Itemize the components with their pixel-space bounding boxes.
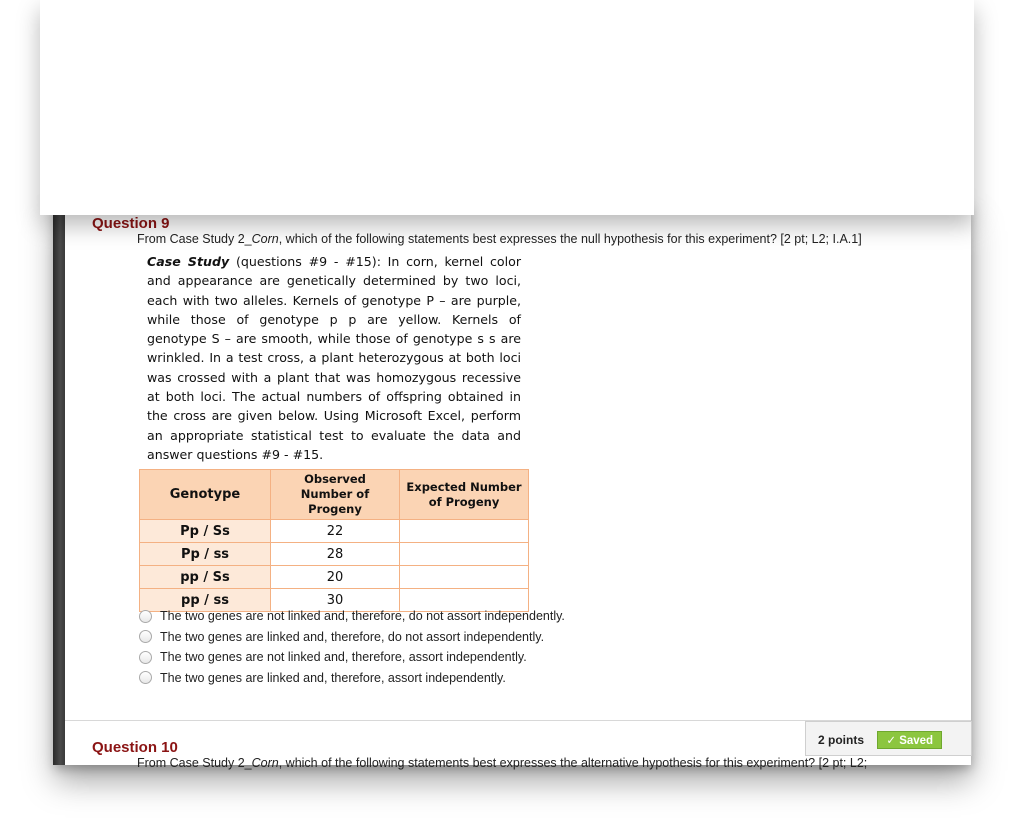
header-genotype: Genotype — [140, 470, 271, 520]
table-row: Pp / Ss 22 — [140, 520, 529, 543]
q10-points-box — [805, 721, 972, 756]
question-10-title: Question 10 — [92, 739, 178, 756]
answer-option[interactable]: The two genes are linked and, therefore, assort independently. — [139, 668, 565, 689]
radio-button[interactable] — [139, 630, 152, 643]
answer-option[interactable]: The two genes are not linked and, therefore, do not assort independently. — [139, 606, 565, 627]
header-observed: Observed Number of Progeny — [271, 470, 400, 520]
progeny-table — [139, 469, 529, 612]
left-border — [53, 205, 65, 765]
question-9-title: Question 9 — [92, 215, 170, 232]
saved-badge: ✓ Saved — [877, 731, 942, 749]
table-row: pp / Ss 20 — [140, 566, 529, 589]
table-row: pp / ss 30 — [140, 589, 529, 612]
answer-option[interactable]: The two genes are not linked and, therefore, assort independently. — [139, 647, 565, 668]
radio-button[interactable] — [139, 610, 152, 623]
table-row: Pp / ss 28 — [140, 543, 529, 566]
question-10-prompt: From Case Study 2_Corn, which of the following statements best expresses the alternative hypothesis for this experiment? [2 pt; L2; — [137, 756, 868, 770]
overlay-panel — [40, 0, 974, 215]
answer-options — [139, 606, 565, 688]
radio-button[interactable] — [139, 651, 152, 664]
question-content — [65, 205, 971, 770]
question-9-prompt: From Case Study 2_Corn, which of the following statements best expresses the null hypothesis for this experiment? [2 pt; L2; I.A.1] — [137, 232, 862, 246]
answer-option[interactable]: The two genes are linked and, therefore, do not assort independently. — [139, 627, 565, 648]
radio-button[interactable] — [139, 671, 152, 684]
header-expected: Expected Number of Progeny — [400, 470, 529, 520]
case-study-text: Case Study (questions #9 - #15): In corn, kernel color and appearance are genetically determined by two loci, each with two alleles. Kernels of genotype P – are purple, while those of genotype p p are yellow. Kernels of genotype S – are smooth, while those of genotype s s are wrinkled. In a test cross, a plant heterozygous at both loci was crossed with a plant that was homozygous recessive at both loci. The actual numbers of offspring obtained in the cross are given below. Using Microsoft Excel, perform an appropriate statistical test to evaluate the data and answer questions #9 - #15. — [147, 254, 521, 462]
q10-points: 2 points — [818, 733, 865, 747]
